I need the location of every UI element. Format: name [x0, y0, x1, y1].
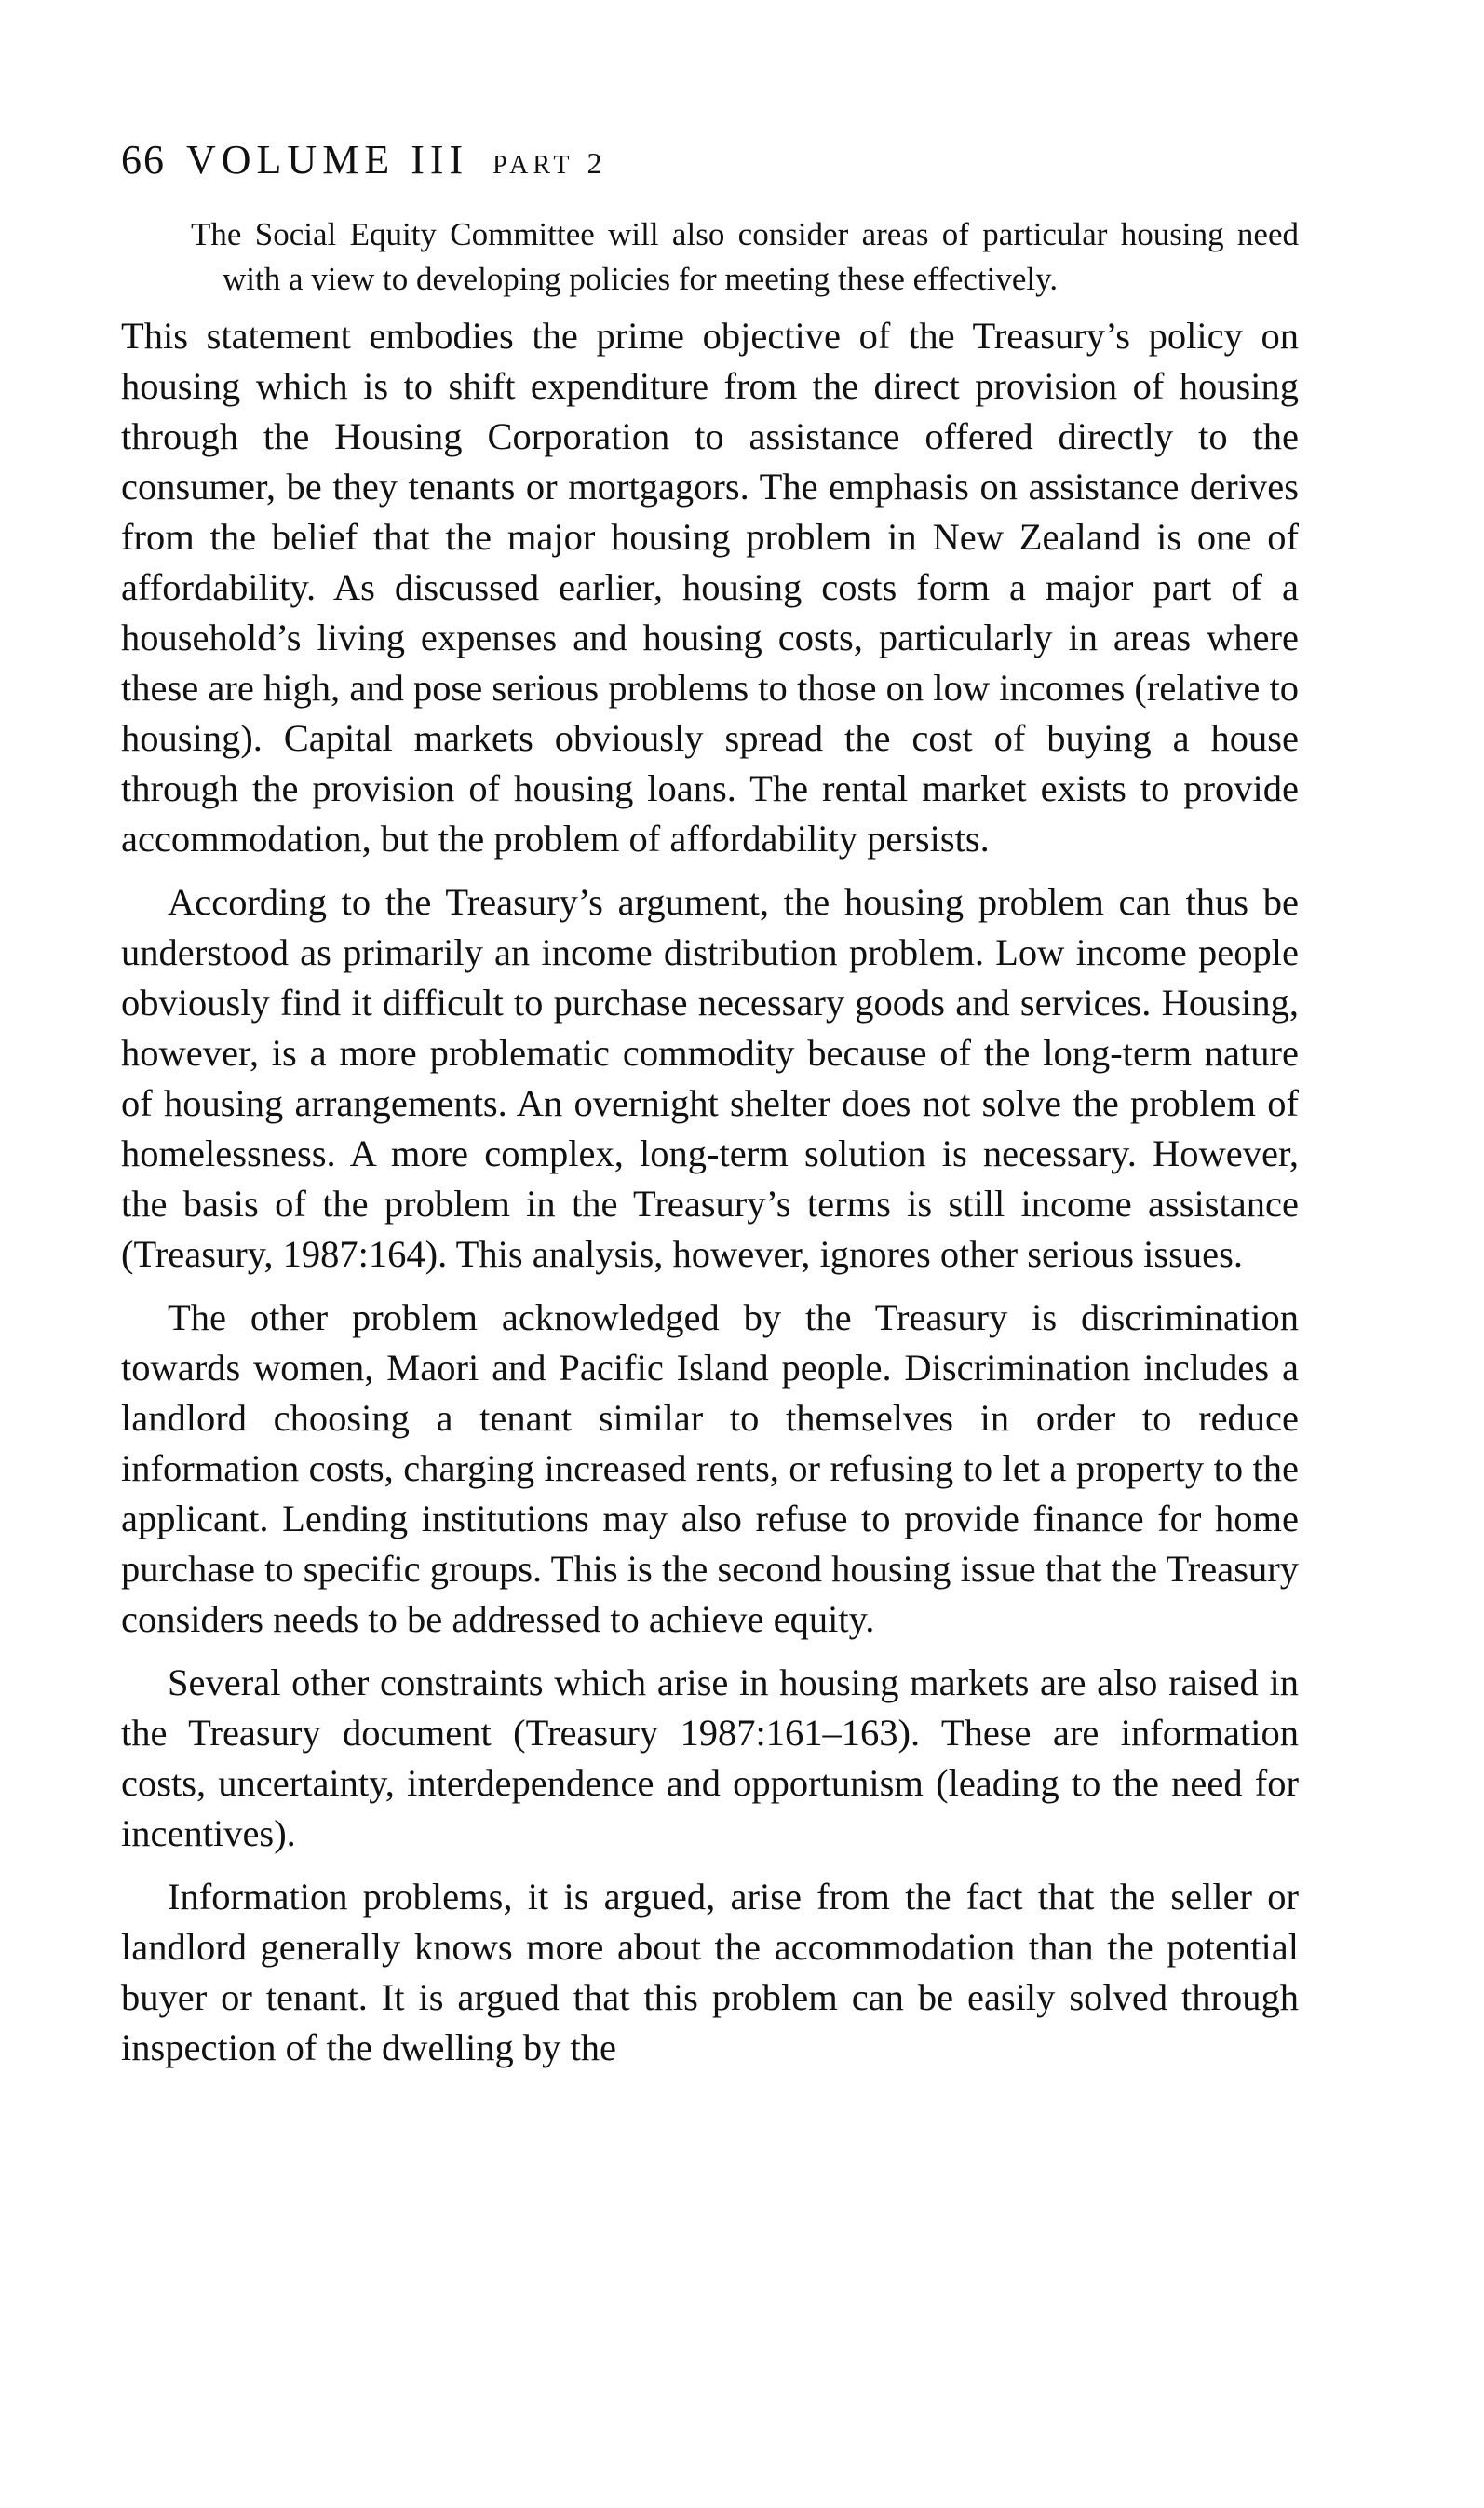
page-number: 66 [121, 137, 166, 183]
body-paragraph-1: This statement embodies the prime objective of the Treasury’s policy on housing which is to shift expenditure from the direct provision of housing through the Housing Corporation to assistance offered directly to the consumer, be they tenants or mortgagors. The emphasis on assistance derives from the belief that the major housing problem in New Zealand is one of affordability. As discussed earlier, housing costs form a major part of a household’s living expenses and housing costs, particularly in areas where these are high, and pose serious problems to those on low incomes (relative to housing). Capital markets obviously spread the cost of buying a house through the provision of housing loans. The rental market exists to provide accommodation, but the problem of affordability persists. [121, 315, 1299, 860]
book-page [121, 137, 1299, 2073]
block-quote-text: The Social Equity Committee will also consider areas of particular housing need with a view to developing policies for meeting these effectively. [191, 216, 1299, 297]
part-label: PART [492, 151, 574, 180]
body-paragraph-4: Several other constraints which arise in housing markets are also raised in the Treasury document (Treasury 1987:161–163). These are information costs, uncertainty, interdependence and opportunism (leading to the need for incentives). [121, 1661, 1299, 1854]
body-paragraph-5: Information problems, it is argued, arise from the fact that the seller or landlord generally knows more about the accommodation than the potential buyer or tenant. It is argued that this problem can be easily solved through inspection of the dwelling by the [121, 1876, 1299, 2068]
part-number: 2 [587, 146, 608, 180]
body-paragraph-2: According to the Treasury’s argument, the housing problem can thus be understood as primarily an income distribution problem. Low income people obviously find it difficult to purchase necessary goods and services. Housing, however, is a more problematic commodity because of the long-term nature of housing arrangements. An overnight shelter does not solve the problem of homelessness. A more complex, long-term solution is necessary. However, the basis of the problem in the Treasury’s terms is still income assistance (Treasury, 1987:164). This analysis, however, ignores other serious issues. [121, 881, 1299, 1275]
running-head [121, 137, 1299, 183]
volume-label: VOLUME III [186, 137, 469, 183]
block-quote [191, 212, 1299, 302]
body-paragraph-3: The other problem acknowledged by the Treasury is discrimination towards women, Maori and Pacific Island people. Discrimination includes a landlord choosing a tenant similar to themselves in order to reduce information costs, charging increased rents, or refusing to let a property to the applicant. Lending institutions may also refuse to provide finance for home purchase to specific groups. This is the second housing issue that the Treasury considers needs to be addressed to achieve equity. [121, 1296, 1299, 1640]
